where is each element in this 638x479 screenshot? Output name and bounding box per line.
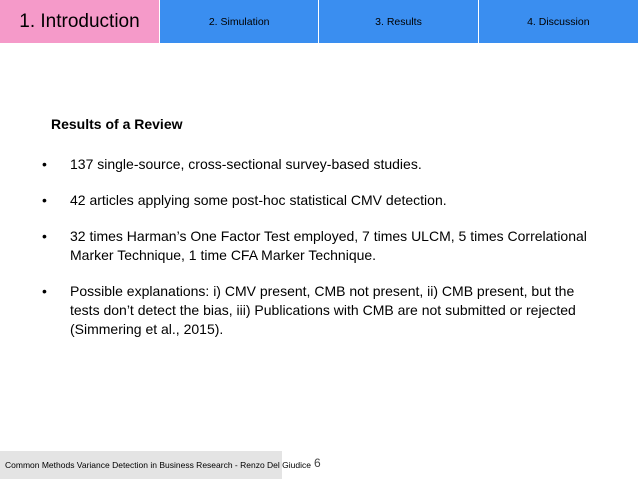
footer-bar: [0, 451, 311, 479]
tab-discussion[interactable]: [479, 0, 638, 43]
tab-results[interactable]: [319, 0, 478, 43]
bullet-text: 32 times Harman’s One Factor Test employed, 7 times ULCM, 5 times Correlational Marker Technique, 1 time CFA Marker Technique.: [70, 228, 587, 263]
tab-introduction[interactable]: [0, 0, 160, 43]
bullet-item: [42, 227, 602, 265]
bullet-icon: •: [42, 156, 47, 172]
tab-label: 4. Discussion: [527, 15, 590, 28]
tab-label: 1. Introduction: [19, 10, 140, 32]
tab-label: 3. Results: [375, 15, 422, 28]
bullet-icon: •: [42, 228, 47, 244]
page-number: 6: [314, 456, 321, 470]
bullet-icon: •: [42, 192, 47, 208]
bullet-item: [42, 282, 602, 339]
section-nav: [0, 0, 638, 43]
bullet-item: [42, 191, 602, 210]
footer-text: Common Methods Variance Detection in Business Research - Renzo Del Giudice: [5, 460, 311, 470]
tab-label: 2. Simulation: [208, 15, 270, 28]
bullet-text: 137 single-source, cross-sectional survey-based studies.: [70, 156, 422, 172]
tab-simulation[interactable]: [160, 0, 319, 43]
bullet-text: 42 articles applying some post-hoc statistical CMV detection.: [70, 192, 447, 208]
slide-heading: Results of a Review: [51, 116, 183, 132]
bullet-icon: •: [42, 283, 47, 299]
bullet-item: [42, 155, 602, 174]
bullet-list: [42, 155, 602, 356]
bullet-text: Possible explanations: i) CMV present, CMB not present, ii) CMB present, but the tests don’t detect the bias, iii) Publications with CMB are not submitted or rejected (Simmering et al., 2015).: [70, 283, 576, 337]
